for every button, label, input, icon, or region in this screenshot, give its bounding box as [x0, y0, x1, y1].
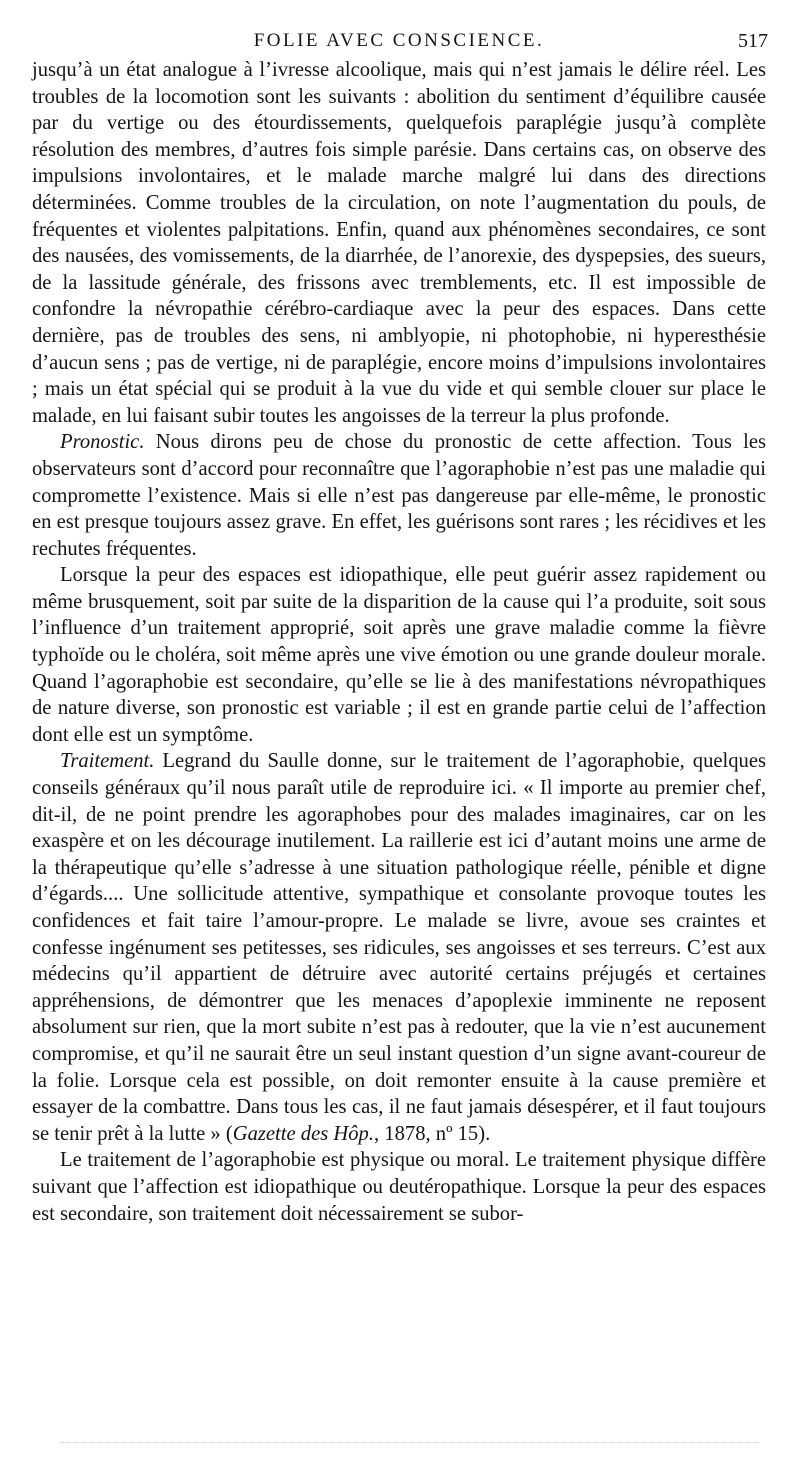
- citation-source: Gazette des Hôp.: [232, 1122, 374, 1145]
- traitement-text: Legrand du Saulle donne, sur le traitement de l’agoraphobie, quelques conseils généraux qu’il nous paraît utile de reproduire ici. « Il importe au premier chef, dit-il, de ne point prendre les agoraphobes pour des malades imaginaires, car on les exaspère et on les décourage inutilement. La raillerie est ici d’autant moins une arme de la thérapeutique qu’elle s’adresse à une situation pathologique réelle, pénible et digne d’égards.... Une sollicitude attentive, sympathique et consolante provoque toutes les confidences et fait taire l’amour-propre. Le malade se livre, avoue ses craintes et confesse ingénument ses petitesses, ses ridicules, ses angoisses et ses terreurs. C’est aux médecins qu’il appartient de détruire avec autorité certains préjugés et certaines appréhensions, de démontrer que les menaces d’apoplexie imminente ne reposent absolument sur rien, que la mort subite n’est pas à redouter, que la vie n’est aucunement compromise, et qu’il ne saurait être un seul instant question d’un signe avant-coureur de la folie. Lorsque cela est possible, on doit remonter ensuite à la cause première et essayer de la combattre. Dans tous les cas, il ne faut jamais désespérer, et il faut toujours se tenir prêt à la lutte » (: [32, 750, 766, 1145]
- running-title: FOLIE AVEC CONSCIENCE.: [253, 30, 545, 51]
- citation-end: , 1878, nº 15).: [374, 1122, 491, 1145]
- pronostic-heading: Pronostic.: [60, 431, 145, 454]
- pronostic-text: Nous dirons peu de chose du pronostic de cette affection. Tous les observateurs sont d’accord pour reconnaître que l’agoraphobie n’est pas une maladie qui compromette l’existence. Mais si elle n’est pas dangereuse par elle-même, le pronostic en est presque toujours assez grave. En effet, les guérisons sont rares ; les récidives et les rechutes fréquentes.: [32, 431, 766, 560]
- paragraph-treatment-types: Le traitement de l’agoraphobie est physique ou moral. Le traitement physique diffère suivant que l’affection est idiopathique ou deutéropathique. Lorsque la peur des espaces est secondaire, son traitement doit nécessairement se subor-: [32, 1149, 766, 1225]
- traitement-heading: Traitement.: [60, 750, 155, 773]
- paragraph-pronostic: [32, 429, 766, 562]
- page-number: 517: [738, 30, 768, 52]
- paragraph-idiopathic: Lorsque la peur des espaces est idiopathique, elle peut guérir assez rapidement ou même brusquement, soit par suite de la disparition de la cause qui l’a produite, soit sous l’influence d’un traitement approprié, soit après une grave maladie comme la fièvre typhoïde ou le choléra, soit même après une vive émotion ou une grande douleur morale. Quand l’agoraphobie est secondaire, qu’elle se lie à des manifestations névropathiques de nature diverse, son pronostic est variable ; il est en grande partie celui de l’affection dont elle est un symptôme.: [32, 564, 766, 746]
- paragraph-traitement: [32, 748, 766, 1147]
- paragraph-symptoms: jusqu’à un état analogue à l’ivresse alcoolique, mais qui n’est jamais le délire réel. Les troubles de la locomotion sont les suivants : abolition du sentiment d’équilibre causée par du vertige ou des étourdissements, quelquefois paraplégie jusqu’à complète résolution des membres, d’autres fois simple parésie. Dans certains cas, on observe des impulsions involontaires, et le malade marche malgré lui dans des directions déterminées. Comme troubles de la circulation, on note l’augmentation du pouls, de fréquentes et violentes palpitations. Enfin, quand aux phénomènes secondaires, ce sont des nausées, des vomissements, de la diarrhée, de l’anorexie, des dyspepsies, des sueurs, de la lassitude générale, des frissons avec tremblements, etc. Il est impossible de confondre la névropathie cérébro-cardiaque avec la peur des espaces. Dans cette dernière, pas de troubles des sens, ni amblyopie, ni photophobie, ni hyperesthésie d’aucun sens ; pas de vertige, ni de paraplégie, encore moins d’impulsions involontaires ; mais un état spécial qui se produit à la vue du vide et qui semble clouer sur place le malade, en lui faisant subir toutes les angoisses de la terreur la plus profonde.: [32, 59, 766, 427]
- body-text: [32, 57, 766, 1227]
- footer-divider: [60, 1442, 760, 1443]
- page-header: [30, 30, 768, 56]
